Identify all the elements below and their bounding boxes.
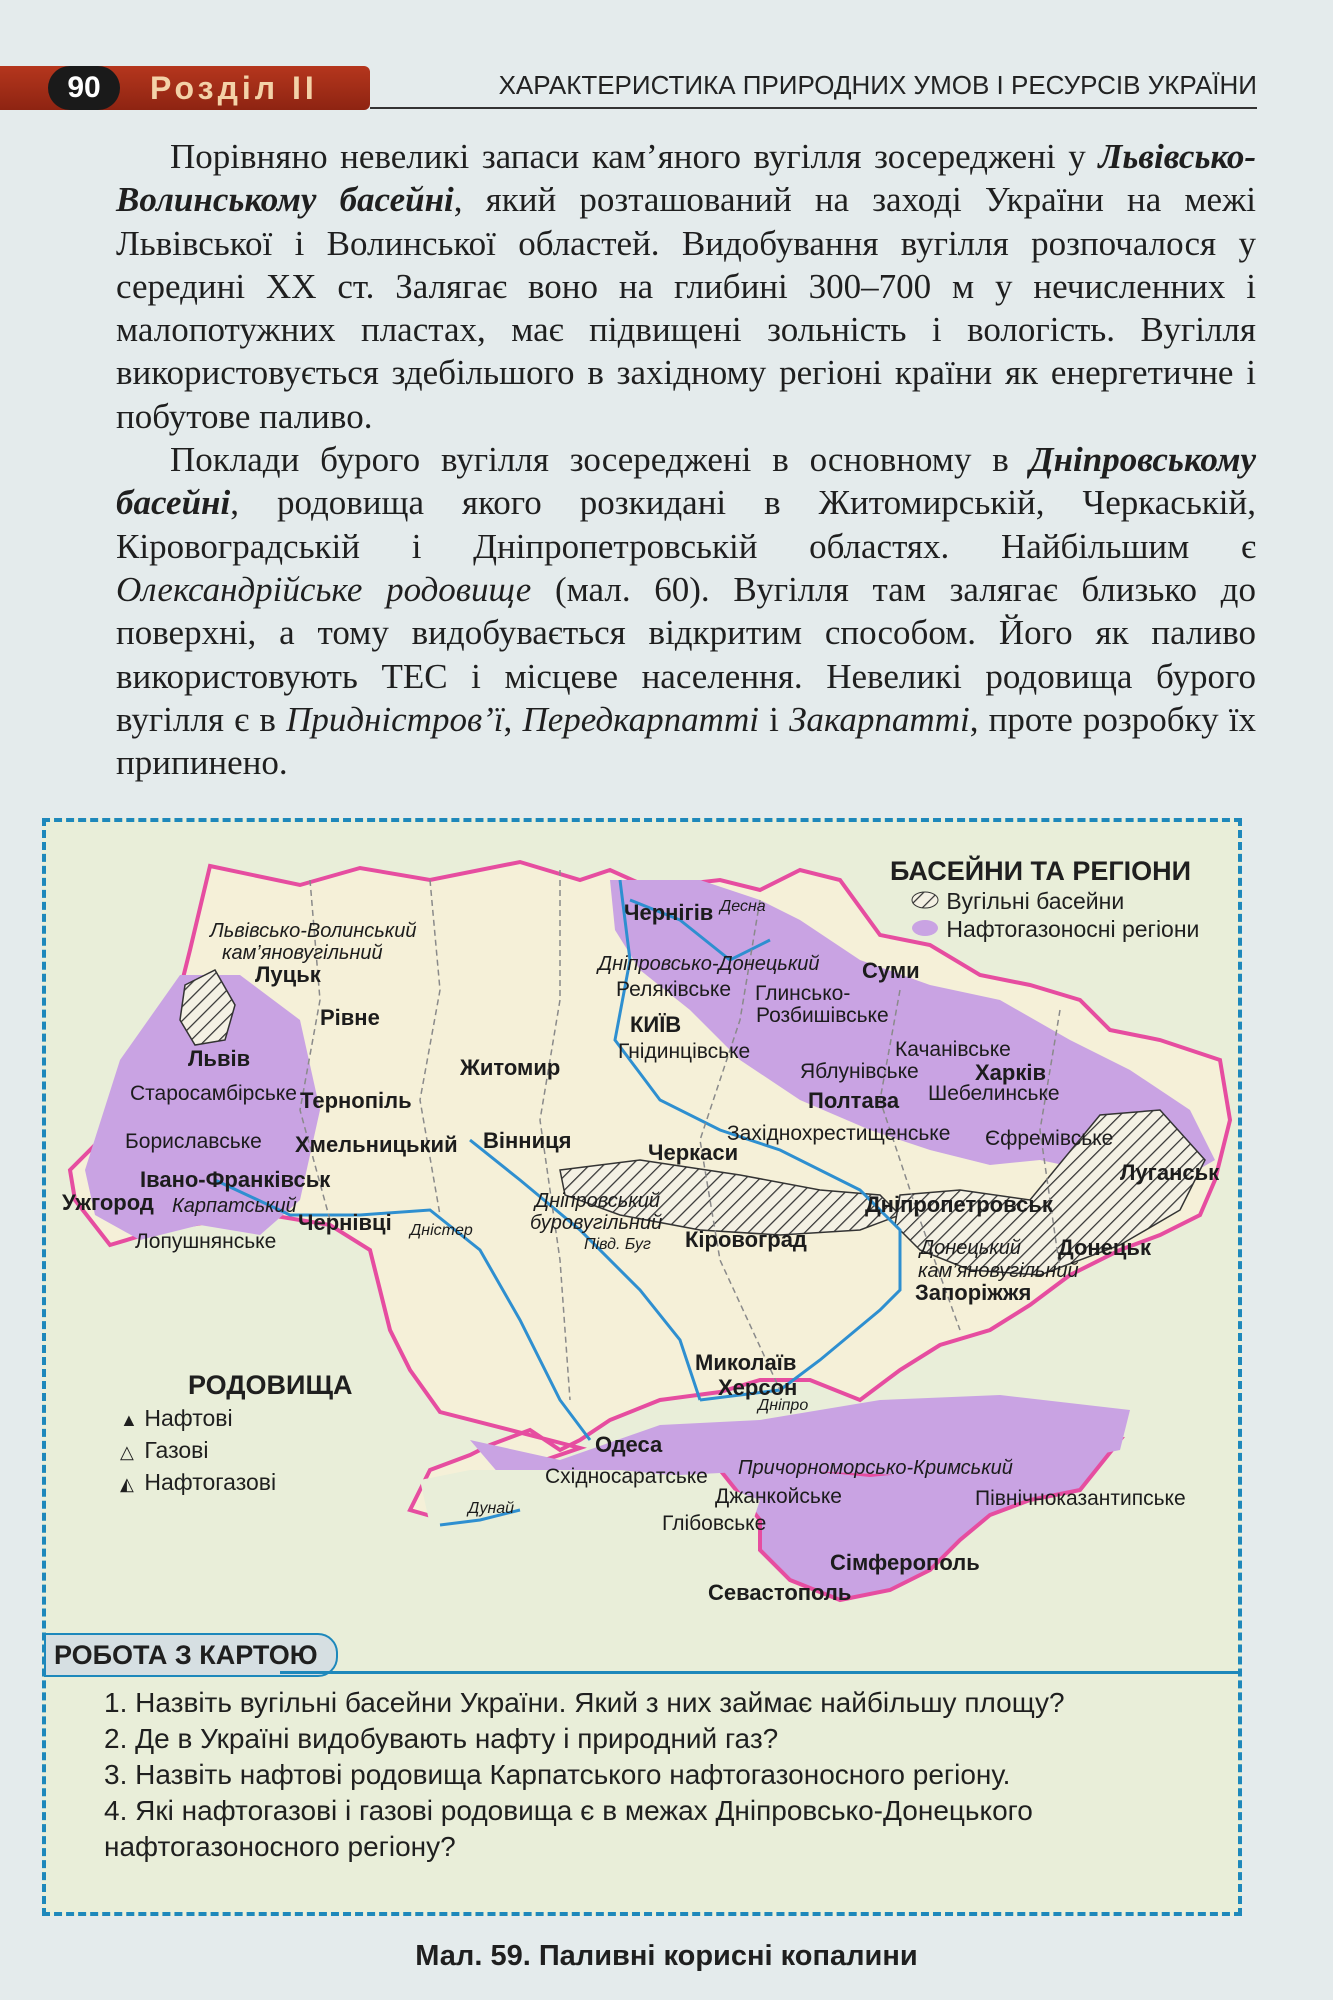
filled-triangle-icon: ▲ [120, 1410, 138, 1430]
question-2: 2. Де в Україні видобувають нафту і природний газ? [104, 1723, 779, 1754]
deposit-gas-label: Газові [144, 1437, 209, 1463]
deposit-yefremivske: Єфремівське [985, 1127, 1114, 1150]
label-prychornomorsko-krymskyi: Причорноморсько-Кримський [738, 1457, 1013, 1479]
city-ivano-frankivsk: Івано-Франківськ [140, 1167, 331, 1192]
city-odesa: Одеса [595, 1432, 663, 1457]
deposits-title: РОДОВИЩА [188, 1370, 353, 1400]
legend-oil [910, 916, 1199, 943]
deposit-rozbyshivske: Розбишівське [756, 1004, 889, 1027]
deposit-starosambirske: Старосамбірське [130, 1082, 297, 1105]
label-dnipro-basin-2: буровугільний [530, 1212, 663, 1234]
city-donetsk: Донецьк [1058, 1235, 1151, 1260]
deposit-boryslavske: Бориславське [125, 1130, 262, 1153]
city-cherkasy: Черкаси [648, 1140, 739, 1165]
deposit-hlibovske: Глібовське [662, 1512, 767, 1535]
label-donetsk-basin: Донецький [920, 1237, 1021, 1259]
page-number: 90 [48, 66, 120, 110]
text-run: , родовища якого розкидані в Житомирській, Черкаській, Кіровоградській і Дніпропетровській областях. Найбільшим є [116, 483, 1256, 566]
section-label: Розділ II [150, 70, 318, 106]
hatch-swatch-icon [910, 891, 940, 909]
label-dunai: Дунай [468, 1500, 515, 1517]
label-lviv-volyn-basin-2: кам’яновугільний [222, 942, 383, 964]
deposit-shebelynske: Шебелинське [928, 1082, 1060, 1105]
city-luhansk: Луганськ [1120, 1160, 1220, 1185]
legend-coal-label: Вугільні басейни [946, 888, 1125, 914]
city-lutsk: Луцьк [255, 962, 321, 987]
deposit-kachanivske: Качанівське [895, 1038, 1011, 1061]
questions-list [104, 1685, 1224, 1865]
label-karpatskyi: Карпатський [172, 1195, 297, 1217]
purple-swatch-icon [910, 919, 940, 937]
city-kyiv: КИЇВ [630, 1012, 682, 1037]
question-4: 4. Які нафтогазові і газові родовища є в межах Дніпровсько-Донецького нафтогазоносного регіону? [104, 1795, 1033, 1862]
deposit-oil-label: Нафтові [144, 1405, 233, 1431]
city-poltava: Полтава [808, 1088, 900, 1113]
deposit-dzhankoiske: Джанкойське [715, 1485, 842, 1508]
label-pivd-buh: Півд. Буг [584, 1236, 651, 1253]
city-simferopol: Сімферополь [830, 1550, 980, 1575]
city-chernihiv: Чернігів [624, 900, 714, 925]
city-kharkiv: Харків [975, 1060, 1046, 1085]
city-chernivtsi: Чернівці [298, 1210, 392, 1235]
city-zaporizhzhia: Запоріжжя [915, 1280, 1032, 1305]
text-run: , проте розробку їх припинено. [116, 699, 1256, 783]
question-3: 3. Назвіть нафтові родовища Карпатського нафтогазоносного регіону. [104, 1759, 1011, 1790]
city-uzhhorod: Ужгород [62, 1190, 154, 1215]
city-vinnytsia: Вінниця [483, 1128, 572, 1153]
legend-title: БАСЕЙНИ ТА РЕГІОНИ [890, 856, 1192, 886]
deposit-skhidnosaratske: Східносаратське [545, 1465, 708, 1488]
deposit-glynsko: Глинсько- [755, 982, 851, 1005]
deposit-reliakivske: Реляківське [616, 978, 732, 1001]
work-rule [280, 1671, 1241, 1674]
deposit-gas [120, 1437, 209, 1464]
term-oleksandriiske: Олександрійське родовище [116, 569, 532, 609]
label-dnister: Дністер [410, 1222, 473, 1239]
city-kherson: Херсон [718, 1375, 798, 1400]
term-peredkarpattia: Передкарпатті [522, 699, 759, 739]
term-lviv-volyn-basin: Львівсько-Волинському басейні [116, 137, 1256, 220]
label-lviv-volyn-basin: Львівсько-Волинський [210, 920, 417, 942]
city-zhytomyr: Житомир [460, 1055, 561, 1080]
label-dnipro-basin: Дніпровський [535, 1190, 660, 1212]
city-dnipropetrovsk: Дніпропетровськ [865, 1192, 1053, 1217]
text-run: Порівняно невеликі запаси кам’яного вугілля зосереджені у [170, 137, 1099, 176]
label-donetsk-basin-2: кам’яновугільний [918, 1260, 1079, 1282]
figure-caption: Мал. 59. Паливні корисні копалини [415, 1940, 918, 1972]
work-with-map-heading: РОБОТА З КАРТОЮ [44, 1633, 338, 1677]
deposit-lopushnianske: Лопушнянське [135, 1230, 277, 1253]
label-dnipro-river: Дніпро [758, 1397, 809, 1414]
city-mykolaiv: Миколаїв [695, 1350, 797, 1375]
city-ternopil: Тернопіль [300, 1088, 412, 1113]
deposit-yablunivske: Яблунівське [800, 1060, 919, 1083]
deposit-zakhidnokhrestyshchenske: Західнохрестищенське [727, 1122, 951, 1145]
label-desna: Десна [720, 898, 766, 915]
outline-triangle-icon: △ [120, 1442, 134, 1462]
deposit-oil-gas [120, 1469, 276, 1496]
label-dnipro-donetsk: Дніпровсько-Донецький [598, 953, 820, 975]
deposit-oil-gas-label: Нафтогазові [144, 1469, 277, 1495]
text-run: Поклади бурого вугілля зосереджені в основному в [170, 440, 1030, 480]
city-kirovohrad: Кіровоград [685, 1227, 807, 1252]
half-triangle-icon: ◭ [120, 1474, 134, 1494]
text-run: (мал. 60). Вугілля там залягає близько до поверхні, а тому видобувається відкритим способом. Його як паливо використовують ТЕС і місцеве населення. Невеликі родовища бурого вугілля є в [116, 569, 1256, 739]
city-sumy: Суми [862, 958, 920, 983]
city-rivne: Рівне [320, 1005, 380, 1030]
term-dnipro-basin: Дніпровському басейні [116, 440, 1256, 523]
deposit-oil [120, 1405, 233, 1432]
deposit-hnidyntsivske: Гнідинцівське [618, 1040, 751, 1063]
running-title: ХАРАКТЕРИСТИКА ПРИРОДНИХ УМОВ І РЕСУРСІВ УКРАЇНИ [498, 70, 1257, 100]
question-1: 1. Назвіть вугільні басейни України. Який з них займає найбільшу площу? [104, 1687, 1065, 1718]
text-run: , який розташований на заході України на межі Львівської і Волинської областей. Видобування вугілля розпочалося у середині XX ст. Залягає воно на глибині 300–700 м у нечисленних і малопотужних пластах, має підвищені зольність і вологість. Вугілля використовується здебільшого в західному регіоні країни як енергетичне і побутове паливо. [116, 180, 1256, 436]
city-sevastopol: Севастополь [708, 1580, 852, 1605]
legend-oil-label: Нафтогазоносні регіони [946, 916, 1200, 942]
term-prydnistrovia: Придністров’ї [286, 699, 504, 739]
text-run: і [758, 699, 790, 739]
deposit-pivnichnokazantypske: Північноказантипське [975, 1487, 1186, 1510]
city-khmelnytskyi: Хмельницький [295, 1132, 458, 1157]
legend-coal [910, 888, 1124, 915]
term-zakarpattia: Закарпатті [789, 699, 970, 739]
text-run: , [503, 699, 523, 739]
city-lviv: Львів [188, 1046, 251, 1071]
